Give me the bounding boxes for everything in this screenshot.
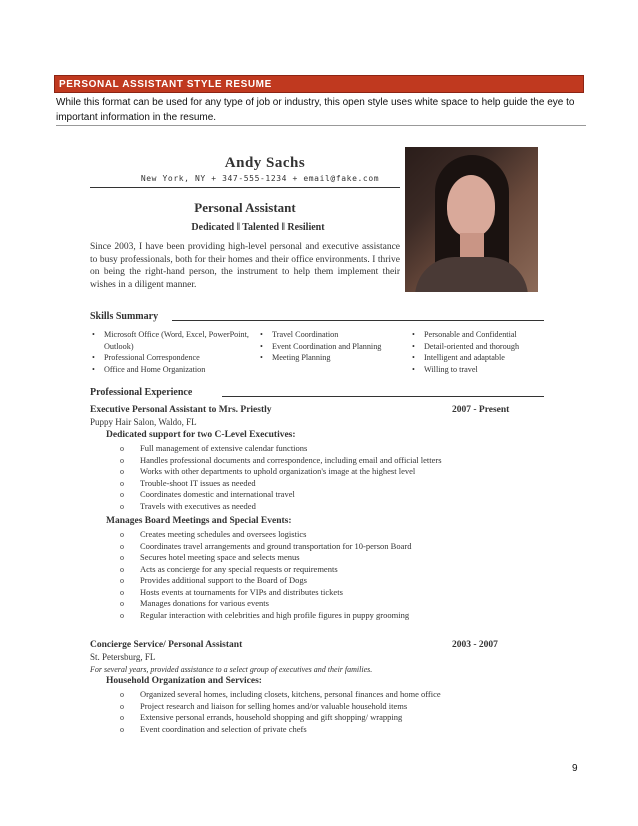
list-item: o Creates meeting schedules and oversees logistics	[118, 529, 411, 541]
resume-name: Andy Sachs	[224, 155, 306, 171]
list-item: o Project research and liaison for selling homes and/or valuable household items	[118, 701, 441, 713]
skills-column-2	[258, 329, 408, 364]
job-dates: 2007 - Present	[452, 405, 510, 415]
list-item: o Works with other departments to uphold organization's image at the highest level	[118, 466, 442, 478]
job-title: Concierge Service/ Personal Assistant	[90, 640, 243, 650]
list-item: o Coordinates domestic and international travel	[118, 489, 442, 501]
name-divider	[90, 187, 400, 188]
job-group-heading: Manages Board Meetings and Special Events:	[106, 516, 292, 526]
skills-rule	[172, 320, 544, 321]
skill-item: • Personable and Confidential	[410, 329, 555, 341]
job-location: Puppy Hair Salon, Waldo, FL	[90, 417, 197, 427]
intro-text: While this format can be used for any type of job or industry, this open style uses white space to help guide the eye to important information in the resume.	[56, 97, 575, 123]
job-location: St. Petersburg, FL	[90, 652, 156, 662]
skill-item: • Travel Coordination	[258, 329, 408, 341]
list-item: o Acts as concierge for any special requests or requirements	[118, 564, 411, 576]
list-item: o Event coordination and selection of private chefs	[118, 724, 441, 736]
job-duties-list	[118, 689, 441, 735]
resume-tagline: Dedicated ‖ Talented ‖ Resilient	[191, 222, 325, 233]
resume-title: Personal Assistant	[194, 200, 296, 215]
list-item: o Trouble-shoot IT issues as needed	[118, 478, 442, 490]
list-item: o Travels with executives as needed	[118, 501, 442, 513]
job-title: Executive Personal Assistant to Mrs. Priestly	[90, 405, 272, 415]
job-duties-list	[118, 529, 411, 621]
list-item: o Manages donations for various events	[118, 598, 411, 610]
skill-item: • Professional Correspondence	[90, 352, 250, 364]
job-group-heading: Household Organization and Services:	[106, 676, 262, 686]
skill-item: • Microsoft Office (Word, Excel, PowerPoint, Outlook)	[90, 329, 250, 352]
divider	[56, 125, 586, 126]
profile-photo	[405, 147, 538, 292]
resume-summary: Since 2003, I have been providing high-level personal and executive assistance to busy professionals, both for their homes and their office environments. I thrive on being the right-hand person, the instrument to help them implement their wishes in a diligent manner.	[90, 242, 400, 290]
list-item: o Regular interaction with celebrities and high profile figures in puppy grooming	[118, 610, 411, 622]
experience-rule	[222, 396, 544, 397]
list-item: o Full management of extensive calendar functions	[118, 443, 442, 455]
page-number: 9	[572, 763, 578, 774]
experience-heading: Professional Experience	[90, 387, 193, 398]
list-item: o Handles professional documents and correspondence, including email and official letters	[118, 455, 442, 467]
skill-item: • Event Coordination and Planning	[258, 341, 408, 353]
job-dates: 2003 - 2007	[452, 640, 498, 650]
list-item: o Organized several homes, including closets, kitchens, personal finances and home office	[118, 689, 441, 701]
section-banner: PERSONAL ASSISTANT STYLE RESUME	[54, 75, 584, 93]
skills-heading: Skills Summary	[90, 311, 159, 322]
skills-column-1	[90, 329, 250, 375]
skills-column-3	[410, 329, 555, 375]
skill-item: • Intelligent and adaptable	[410, 352, 555, 364]
list-item: o Coordinates travel arrangements and ground transportation for 10-person Board	[118, 541, 411, 553]
list-item: o Extensive personal errands, household shopping and gift shopping/ wrapping	[118, 712, 441, 724]
resume-contact: New York, NY + 347-555-1234 + email@fake.com	[140, 174, 380, 183]
job-note: For several years, provided assistance to a select group of executives and their families.	[90, 665, 373, 674]
skill-item: • Office and Home Organization	[90, 364, 250, 376]
job-duties-list	[118, 443, 442, 512]
list-item: o Provides additional support to the Board of Dogs	[118, 575, 411, 587]
skill-item: • Willing to travel	[410, 364, 555, 376]
skill-item: • Detail-oriented and thorough	[410, 341, 555, 353]
skill-item: • Meeting Planning	[258, 352, 408, 364]
list-item: o Secures hotel meeting space and selects menus	[118, 552, 411, 564]
list-item: o Hosts events at tournaments for VIPs and distributes tickets	[118, 587, 411, 599]
job-group-heading: Dedicated support for two C-Level Executives:	[106, 430, 296, 440]
